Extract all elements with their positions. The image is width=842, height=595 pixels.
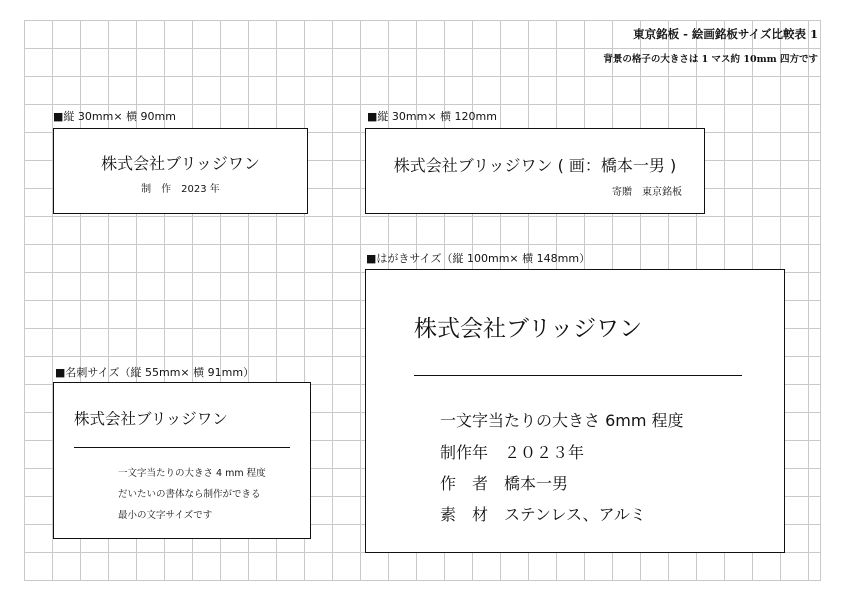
- size-label-postcard: ■はがきサイズ（縦 100mm× 横 148mm）: [366, 252, 591, 265]
- donation-line: 寄贈 東京銘板: [612, 187, 682, 198]
- size-label-30x90: ■縦 30mm× 横 90mm: [53, 110, 176, 123]
- size-label-business-card: ■名刺サイズ（縦 55mm× 横 91mm）: [55, 366, 255, 379]
- grid-scale-note: 背景の格子の大きさは 1 マス約 10mm 四方です: [603, 54, 818, 65]
- company-name: 株式会社ブリッジワン ( 画：橋本一男 ): [393, 156, 677, 175]
- nameplate-30x90: [53, 128, 308, 214]
- description-line-3: 最小の文字サイズです: [118, 510, 213, 521]
- divider-line: [414, 375, 742, 376]
- nameplate-postcard: [365, 269, 785, 553]
- size-label-30x120: ■縦 30mm× 横 120mm: [367, 110, 497, 123]
- production-year-line: 制作年 ２０２３年: [440, 443, 585, 462]
- divider-line: [74, 447, 290, 448]
- nameplate-30x120: [365, 128, 705, 214]
- author-line: 作 者 橋本一男: [440, 474, 569, 493]
- production-year: 制 作 2023 年: [141, 184, 220, 195]
- company-name: 株式会社ブリッジワン: [74, 410, 228, 428]
- company-name: 株式会社ブリッジワン: [414, 316, 643, 342]
- company-name: 株式会社ブリッジワン: [101, 154, 260, 173]
- description-line-1: 一文字当たりの大きさ 6mm 程度: [440, 411, 684, 430]
- material-line: 素 材 ステンレス、アルミ: [440, 505, 646, 524]
- nameplate-business-card: [53, 382, 311, 539]
- page-title: 東京銘板 - 絵画銘板サイズ比較表 1: [633, 27, 818, 41]
- description-line-2: だいたいの書体なら制作ができる: [118, 489, 261, 500]
- description-line-1: 一文字当たりの大きさ 4 mm 程度: [118, 468, 266, 479]
